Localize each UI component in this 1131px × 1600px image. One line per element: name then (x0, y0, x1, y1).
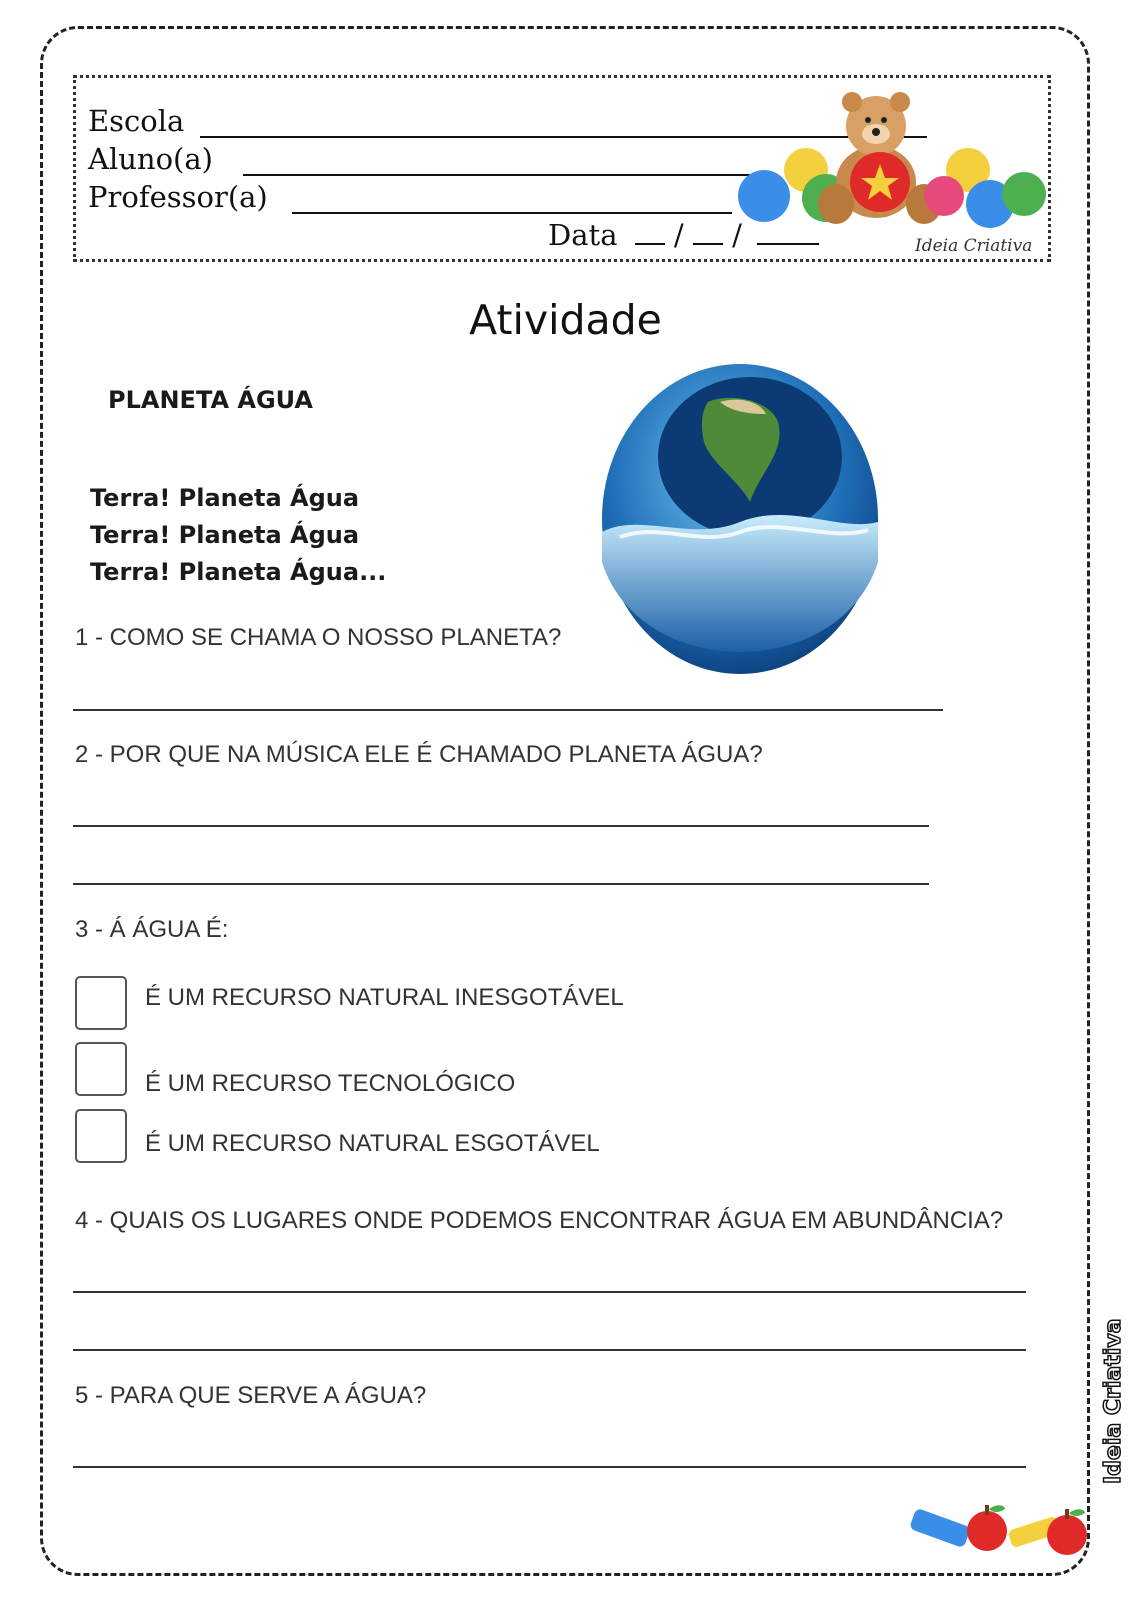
question-4: 4 - QUAIS OS LUGARES ONDE PODEMOS ENCONTRAR ÁGUA EM ABUNDÂNCIA? (75, 1207, 1004, 1234)
professor-label: Professor(a) (88, 180, 268, 214)
signature-text: Ideia Criativa (915, 236, 1033, 256)
aluno-field[interactable] (243, 174, 763, 176)
crayons-apples-icon (905, 1495, 1095, 1565)
option-label: É UM RECURSO NATURAL ESGOTÁVEL (145, 1130, 600, 1157)
date-separator: / (732, 218, 742, 252)
section-subtitle: PLANETA ÁGUA (108, 386, 313, 414)
song-line: Terra! Planeta Água (90, 521, 360, 549)
date-separator: / (673, 218, 684, 252)
page-title: Atividade (469, 296, 662, 344)
date-month-field[interactable] (693, 217, 723, 245)
question-2: 2 - POR QUE NA MÚSICA ELE É CHAMADO PLANETA ÁGUA? (75, 741, 763, 768)
teddy-bear-icon (728, 86, 1048, 232)
song-line: Terra! Planeta Água... (90, 558, 387, 586)
side-brand-text: Ideia Criativa (1101, 1318, 1126, 1484)
question-5: 5 - PARA QUE SERVE A ÁGUA? (75, 1382, 427, 1409)
professor-field[interactable] (292, 212, 732, 214)
option-checkbox[interactable] (75, 1109, 127, 1163)
escola-label: Escola (88, 104, 185, 138)
option-label: É UM RECURSO TECNOLÓGICO (145, 1070, 516, 1097)
question-1: 1 - COMO SE CHAMA O NOSSO PLANETA? (75, 624, 562, 651)
answer-line[interactable] (73, 825, 929, 827)
answer-line[interactable] (73, 709, 943, 711)
answer-line[interactable] (73, 1349, 1026, 1351)
earth-water-icon (600, 362, 880, 676)
date-day-field[interactable] (635, 217, 665, 245)
option-label: É UM RECURSO NATURAL INESGOTÁVEL (145, 984, 624, 1011)
answer-line[interactable] (73, 1291, 1026, 1293)
song-line: Terra! Planeta Água (90, 484, 360, 512)
aluno-label: Aluno(a) (88, 142, 213, 176)
option-checkbox[interactable] (75, 976, 127, 1030)
option-checkbox[interactable] (75, 1042, 127, 1096)
data-label: Data (548, 218, 618, 252)
answer-line[interactable] (73, 1466, 1026, 1468)
answer-line[interactable] (73, 883, 929, 885)
question-3: 3 - Á ÁGUA É: (75, 916, 229, 943)
